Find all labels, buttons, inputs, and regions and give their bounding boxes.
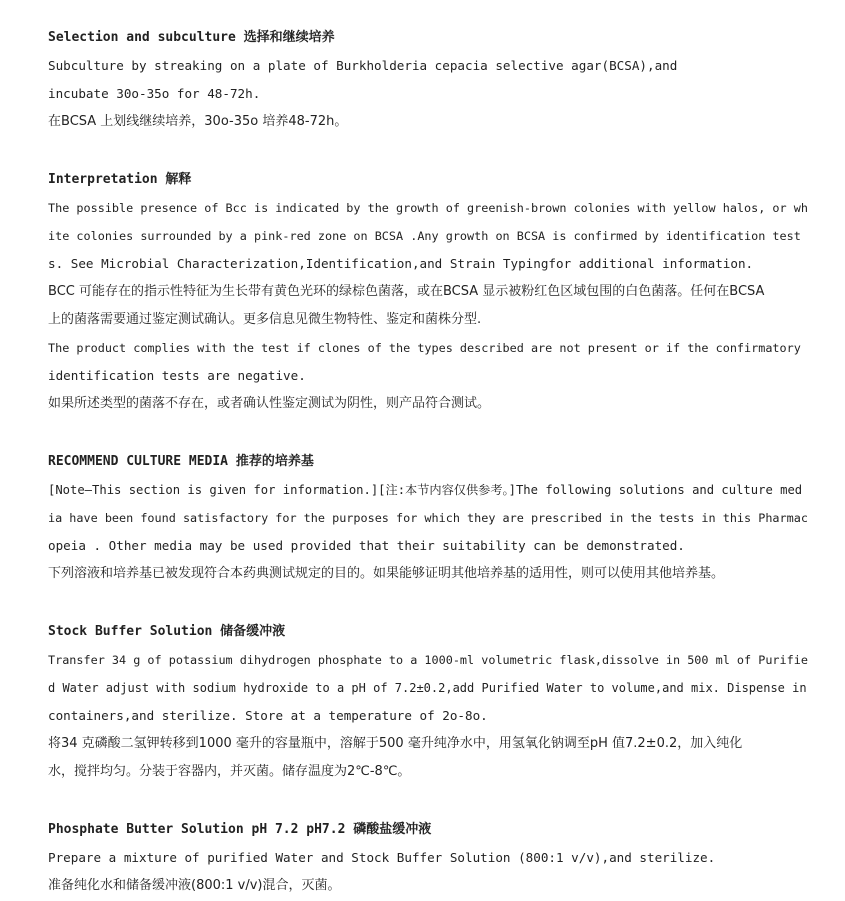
section-stock-buffer-solution <box>48 618 808 786</box>
paragraph-line-chinese: 准备纯化水和储备缓冲液(800:1 v/v)混合，灭菌。 <box>48 878 341 893</box>
paragraph-line-chinese: BCC 可能存在的指示性特征为生长带有黄色光环的绿棕色菌落，或在BCSA 显示被粉红色区域包围的白色菌落。任何在BCSA <box>48 284 765 299</box>
paragraph-line-chinese: 在BCSA 上划线继续培养，30o-35o 培养48-72h。 <box>48 114 348 129</box>
paragraph-line: Subculture by streaking on a plate of Burkholderia cepacia selective agar(BCSA),and <box>48 58 678 73</box>
paragraph-line-chinese: 上的菌落需要通过鉴定测试确认。更多信息见微生物特性、鉴定和菌株分型. <box>48 312 482 327</box>
paragraph-line: s. See Microbial Characterization,Identification,and Strain Typingfor additional information. <box>48 256 754 271</box>
paragraph-line-chinese: 水，搅拌均匀。分装于容器内，并灭菌。储存温度为2℃-8℃。 <box>48 764 411 779</box>
paragraph-line: ia have been found satisfactory for the purposes for which they are prescribed in the tests in this Pharmac <box>48 511 808 525</box>
paragraph-line: The possible presence of Bcc is indicated by the growth of greenish-brown colonies with yellow halos, or wh <box>48 201 808 215</box>
paragraph-line: Prepare a mixture of purified Water and Stock Buffer Solution (800:1 v/v),and sterilize. <box>48 850 716 865</box>
paragraph-line-chinese: 将34 克磷酸二氢钾转移到1000 毫升的容量瓶中，溶解于500 毫升纯净水中，用氢氧化钠调至pH 值7.2±0.2，加入纯化 <box>48 736 743 751</box>
section-heading: Interpretation 解释 <box>48 172 192 187</box>
section-gap <box>48 588 808 618</box>
section-heading: Selection and subculture 选择和继续培养 <box>48 30 335 45</box>
paragraph-line-chinese: 如果所述类型的菌落不存在，或者确认性鉴定测试为阴性，则产品符合测试。 <box>48 396 491 411</box>
paragraph-line: d Water adjust with sodium hydroxide to a pH of 7.2±0.2,add Purified Water to volume,and mix. Dispense in <box>48 681 807 695</box>
paragraph-line: containers,and sterilize. Store at a temperature of 2o-8o. <box>48 708 488 723</box>
paragraph-line: [Note—This section is given for information.][注:本节内容仅供参考。]The following solutions and culture med <box>48 483 803 497</box>
paragraph-line: ite colonies surrounded by a pink-red zone on BCSA .Any growth on BCSA is confirmed by identification test <box>48 229 801 243</box>
section-recommend-culture-media <box>48 448 808 588</box>
paragraph-line: The product complies with the test if clones of the types described are not present or if the confirmatory <box>48 341 801 355</box>
document-body <box>48 24 808 900</box>
section-phosphate-buffer-solution <box>48 816 808 900</box>
section-interpretation <box>48 166 808 418</box>
section-heading: Stock Buffer Solution 储备缓冲液 <box>48 624 286 639</box>
section-selection-subculture <box>48 24 808 136</box>
paragraph-line: Transfer 34 g of potassium dihydrogen phosphate to a 1000-ml volumetric flask,dissolve in 500 ml of Purifie <box>48 653 808 667</box>
section-gap <box>48 136 808 166</box>
section-heading: Phosphate Butter Solution pH 7.2 pH7.2 磷酸盐缓冲液 <box>48 822 432 837</box>
paragraph-line: identification tests are negative. <box>48 368 306 383</box>
paragraph-line: incubate 30o-35o for 48-72h. <box>48 86 261 101</box>
section-gap <box>48 786 808 816</box>
paragraph-line: opeia . Other media may be used provided that their suitability can be demonstrated. <box>48 538 685 553</box>
section-gap <box>48 418 808 448</box>
section-heading: RECOMMEND CULTURE MEDIA 推荐的培养基 <box>48 454 314 469</box>
paragraph-line-chinese: 下列溶液和培养基已被发现符合本药典测试规定的目的。如果能够证明其他培养基的适用性，则可以使用其他培养基。 <box>48 566 725 581</box>
